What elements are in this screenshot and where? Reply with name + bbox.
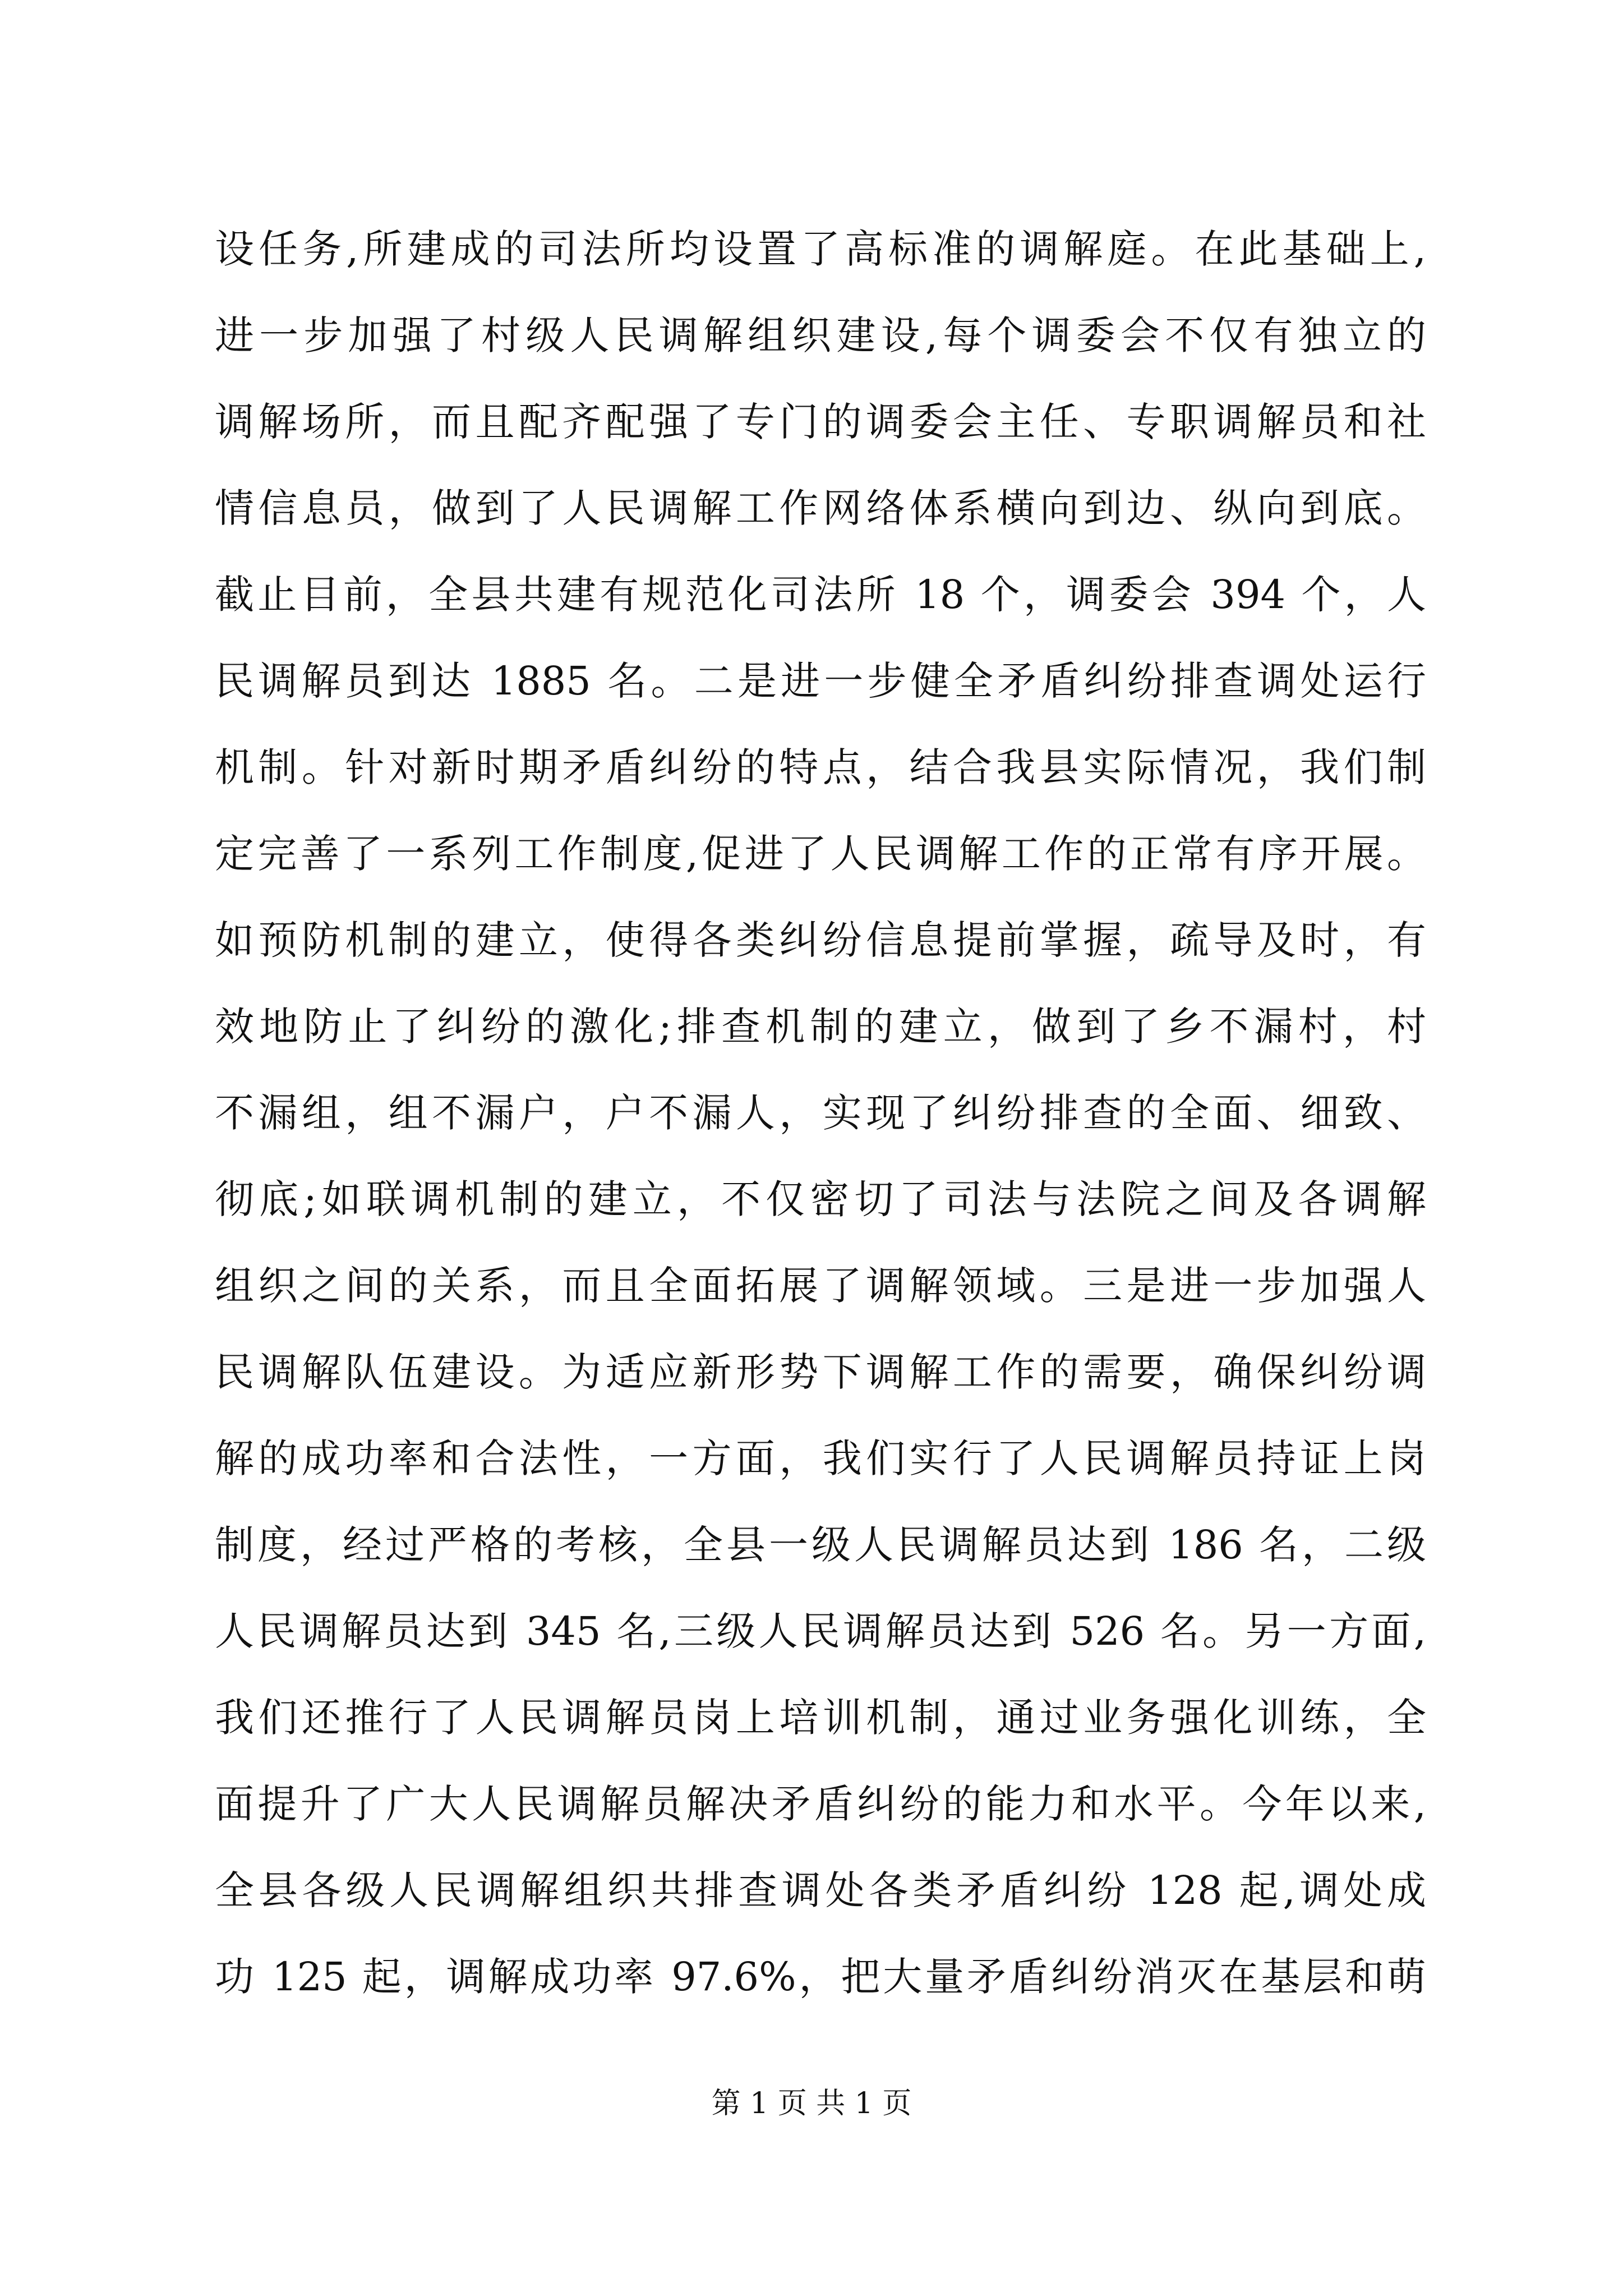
body-text-line: 民调解员到达 1885 名。二是进一步健全矛盾纠纷排查调处运行 [215,658,1426,704]
body-text-line: 情信息员，做到了人民调解工作网络体系横向到边、纵向到底。 [215,485,1426,531]
body-text-line: 定完善了一系列工作制度,促进了人民调解工作的正常有序开展。 [215,831,1426,877]
body-text-line: 调解场所，而且配齐配强了专门的调委会主任、专职调解员和社 [215,399,1426,445]
body-text-line: 截止目前，全县共建有规范化司法所 18 个，调委会 394 个，人 [215,572,1426,618]
body-text-line: 解的成功率和合法性，一方面，我们实行了人民调解员持证上岗 [215,1435,1426,1481]
body-text-line: 进一步加强了村级人民调解组织建设,每个调委会不仅有独立的 [215,312,1426,358]
body-text-line: 组织之间的关系，而且全面拓展了调解领域。三是进一步加强人 [215,1263,1426,1309]
page-footer: 第 1 页 共 1 页 [711,2087,912,2120]
body-text-line: 全县各级人民调解组织共排查调处各类矛盾纠纷 128 起,调处成 [215,1867,1426,1913]
body-text-line: 设任务,所建成的司法所均设置了高标准的调解庭。在此基础上, [215,226,1426,272]
body-text-line: 面提升了广大人民调解员解决矛盾纠纷的能力和水平。今年以来, [215,1781,1426,1827]
body-text-line: 功 125 起，调解成功率 97.6%，把大量矛盾纠纷消灭在基层和萌 [215,1954,1426,2000]
body-text-line: 效地防止了纠纷的激化;排查机制的建立，做到了乡不漏村，村 [215,1004,1426,1050]
body-text-line: 彻底;如联调机制的建立，不仅密切了司法与法院之间及各调解 [215,1176,1426,1222]
body-text-line: 民调解队伍建设。为适应新形势下调解工作的需要，确保纠纷调 [215,1349,1426,1395]
body-text-line: 如预防机制的建立，使得各类纠纷信息提前掌握，疏导及时，有 [215,917,1426,963]
body-text-line: 不漏组，组不漏户，户不漏人，实现了纠纷排查的全面、细致、 [215,1090,1426,1136]
body-text-line: 人民调解员达到 345 名,三级人民调解员达到 526 名。另一方面, [215,1608,1426,1654]
body-text-line: 机制。针对新时期矛盾纠纷的特点，结合我县实际情况，我们制 [215,744,1426,790]
body-text-line: 我们还推行了人民调解员岗上培训机制，通过业务强化训练，全 [215,1695,1426,1741]
body-text-line: 制度，经过严格的考核，全县一级人民调解员达到 186 名，二级 [215,1522,1426,1568]
